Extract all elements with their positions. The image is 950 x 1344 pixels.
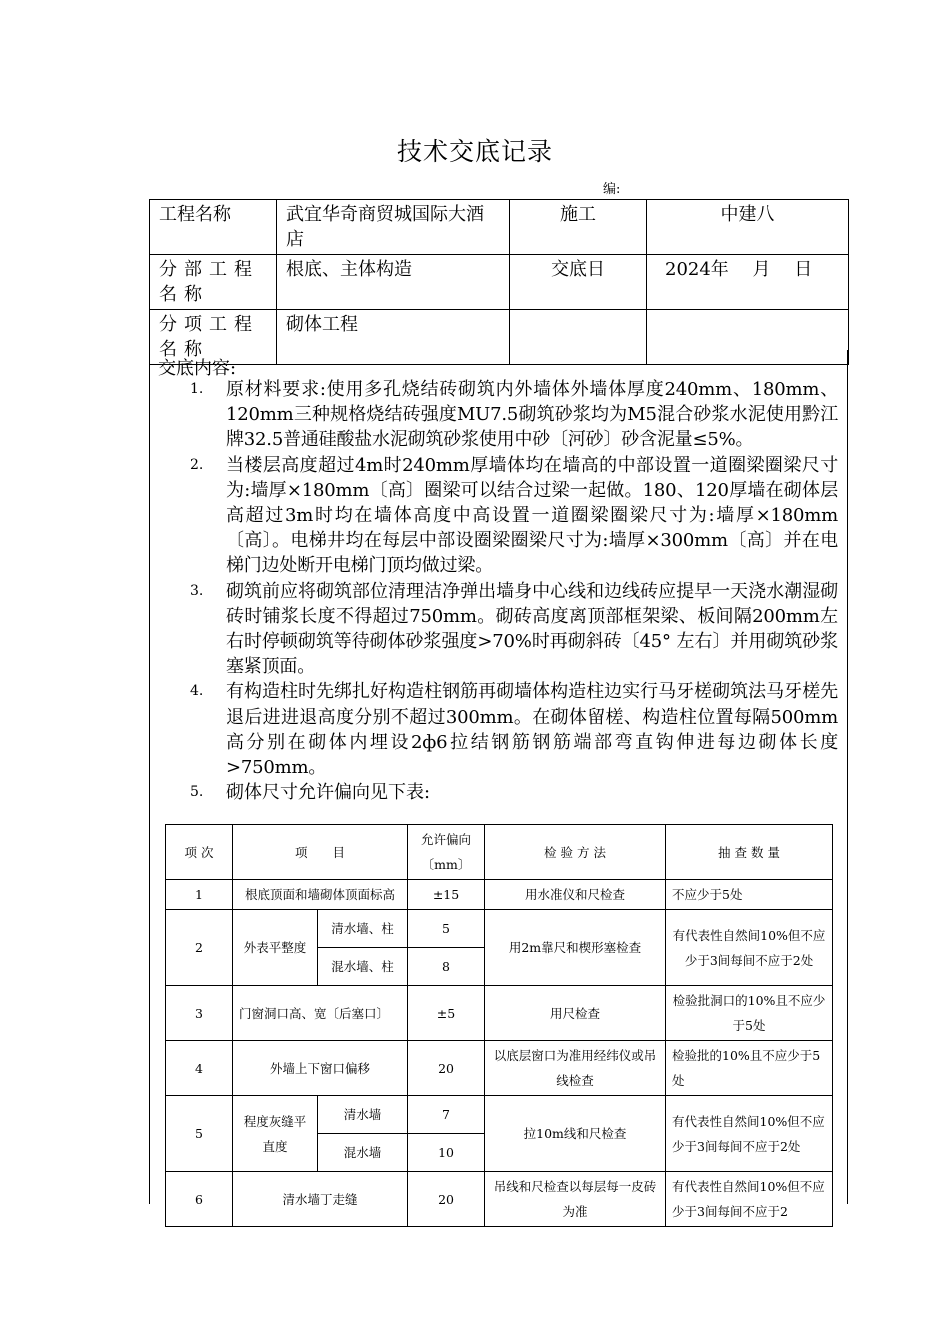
table-row: [166, 1096, 833, 1134]
project-name-label: 工程名称: [150, 200, 277, 255]
row-allow: ±5: [408, 986, 485, 1041]
row-no: 1: [166, 880, 233, 910]
row-no: 5: [166, 1096, 233, 1172]
row-item: 门窗洞口高、宽〔后塞口〕: [233, 986, 408, 1041]
table-header-row: [166, 825, 833, 880]
table-row: [166, 910, 833, 948]
row-sample: 检验批洞口的10%且不应少于5处: [666, 986, 833, 1041]
row-no: 6: [166, 1172, 233, 1227]
item-number: 5.: [190, 784, 204, 801]
row-method: 以底层窗口为准用经纬仪或吊线检查: [485, 1041, 666, 1096]
list-item: [190, 453, 838, 579]
content-heading: 交底内容:: [158, 358, 237, 379]
row-method: 用尺检查: [485, 986, 666, 1041]
item-text: 当楼层高度超过4m时240mm厚墙体均在墙高的中部设置一道圈梁圈梁尺寸为:墙厚×180mm〔高〕圈梁可以结合过梁一起做。180、120厚墙在砌体层高超过3m时均在墙体高度中高设置一道圈梁圈梁尺寸为:墙厚×180mm〔高〕。电梯井均在每层中部设圈梁圈梁尺寸为:墙厚×300mm〔高〕并在电梯门边处断开电梯门顶均做过梁。: [226, 454, 838, 577]
content-list: [190, 377, 838, 805]
editor-label: 编:: [603, 182, 621, 197]
table-row: [166, 1041, 833, 1096]
item-text: 有构造柱时先绑扎好构造柱钢筋再砌墙体构造柱边实行马牙槎砌筑法马牙槎先退后进进退高度分别不超过300mm。在砌体留槎、构造柱位置每隔500mm高分别在砌体内埋设2ф6拉结钢筋钢筋端部弯直钩伸进每边砌体长度>750mm。: [226, 681, 838, 779]
row-subitem: 混水墙: [318, 1134, 408, 1172]
list-item: [190, 377, 838, 453]
row-allow: 8: [408, 948, 485, 986]
row-allow: 5: [408, 910, 485, 948]
item-text: 砌体尺寸允许偏向见下表:: [226, 782, 431, 804]
row-no: 3: [166, 986, 233, 1041]
row-sample: 检验批的10%且不应少于5处: [666, 1041, 833, 1096]
list-item: [190, 579, 838, 680]
row-method: 拉10m线和尺检查: [485, 1096, 666, 1172]
row-allow: ±15: [408, 880, 485, 910]
row-subitem: 清水墙: [318, 1096, 408, 1134]
subitem-value: 砌体工程: [277, 310, 510, 365]
page-title: 技术交底记录: [396, 137, 553, 166]
row-allow: 20: [408, 1041, 485, 1096]
deviation-table: [165, 824, 833, 1227]
construction-label: 施工: [510, 200, 647, 255]
row-method: 吊线和尺检查以每层每一皮砖为准: [485, 1172, 666, 1227]
item-number: 2.: [190, 456, 204, 473]
row-sample: 有代表性自然间10%但不应少于3间每间不应于2处: [666, 910, 833, 986]
row-method: 用2m靠尺和楔形塞检查: [485, 910, 666, 986]
header-allow: 允许偏向〔mm〕: [408, 825, 485, 880]
row-method: 用水准仪和尺检查: [485, 880, 666, 910]
header-item: 项 目: [233, 825, 408, 880]
header-method: 检 验 方 法: [485, 825, 666, 880]
row-allow: 10: [408, 1134, 485, 1172]
row-item: 清水墙丁走缝: [233, 1172, 408, 1227]
construction-value: 中建八: [647, 200, 849, 255]
subitem-label: 分项工程名称: [150, 310, 277, 365]
subpart-label: 分部工程名称: [150, 255, 277, 310]
item-number: 1.: [190, 381, 204, 397]
row-sample: 有代表性自然间10%但不应少于3间每间不应于2处: [666, 1096, 833, 1172]
header-no: 项 次: [166, 825, 233, 880]
row-allow: 7: [408, 1096, 485, 1134]
list-item: [190, 679, 838, 780]
table-row: [166, 880, 833, 910]
subpart-value: 根底、主体构造: [277, 255, 510, 310]
date-label: 交底日: [510, 255, 647, 310]
header-table: [149, 199, 849, 365]
row-item: 外表平整度: [233, 910, 318, 986]
row-allow: 20: [408, 1172, 485, 1227]
item-text: 砌筑前应将砌筑部位清理洁净弹出墙身中心线和边线砖应提早一天浇水潮湿砌砖时铺浆长度不得超过750mm。砌砖高度离顶部框架梁、板间隔200mm左右时停顿砌筑等待砌体砂浆强度>70%时再砌斜砖〔45° 左右〕并用砌筑砂浆塞紧顶面。: [226, 580, 838, 678]
row-item: 程度灰缝平直度: [233, 1096, 318, 1172]
item-number: 4.: [190, 683, 204, 700]
header-sample: 抽 查 数 量: [666, 825, 833, 880]
item-text: 原材料要求:使用多孔烧结砖砌筑内外墙体外墙体厚度240mm、180mm、120mm三种规格烧结砖强度MU7.5砌筑砂浆均为M5混合砂浆水泥使用黔江牌32.5普通硅酸盐水泥砌筑砂浆使用中砂〔河砂〕砂含泥量≤5%。: [226, 379, 838, 451]
list-item: [190, 780, 838, 805]
item-number: 3.: [190, 582, 204, 599]
table-row: [166, 1172, 833, 1227]
row-item: 外墙上下窗口偏移: [233, 1041, 408, 1096]
row-no: 4: [166, 1041, 233, 1096]
row-item: 根底顶面和墙砌体顶面标高: [233, 880, 408, 910]
project-name-value: 武宜华奇商贸城国际大酒店: [277, 200, 510, 255]
date-value: 2024年 月 日: [647, 255, 849, 310]
table-row: [166, 986, 833, 1041]
row-sample: 有代表性自然间10%但不应少于3间每间不应于2: [666, 1172, 833, 1227]
row-subitem: 清水墙、柱: [318, 910, 408, 948]
row-no: 2: [166, 910, 233, 986]
row-sample: 不应少于5处: [666, 880, 833, 910]
row-subitem: 混水墙、柱: [318, 948, 408, 986]
